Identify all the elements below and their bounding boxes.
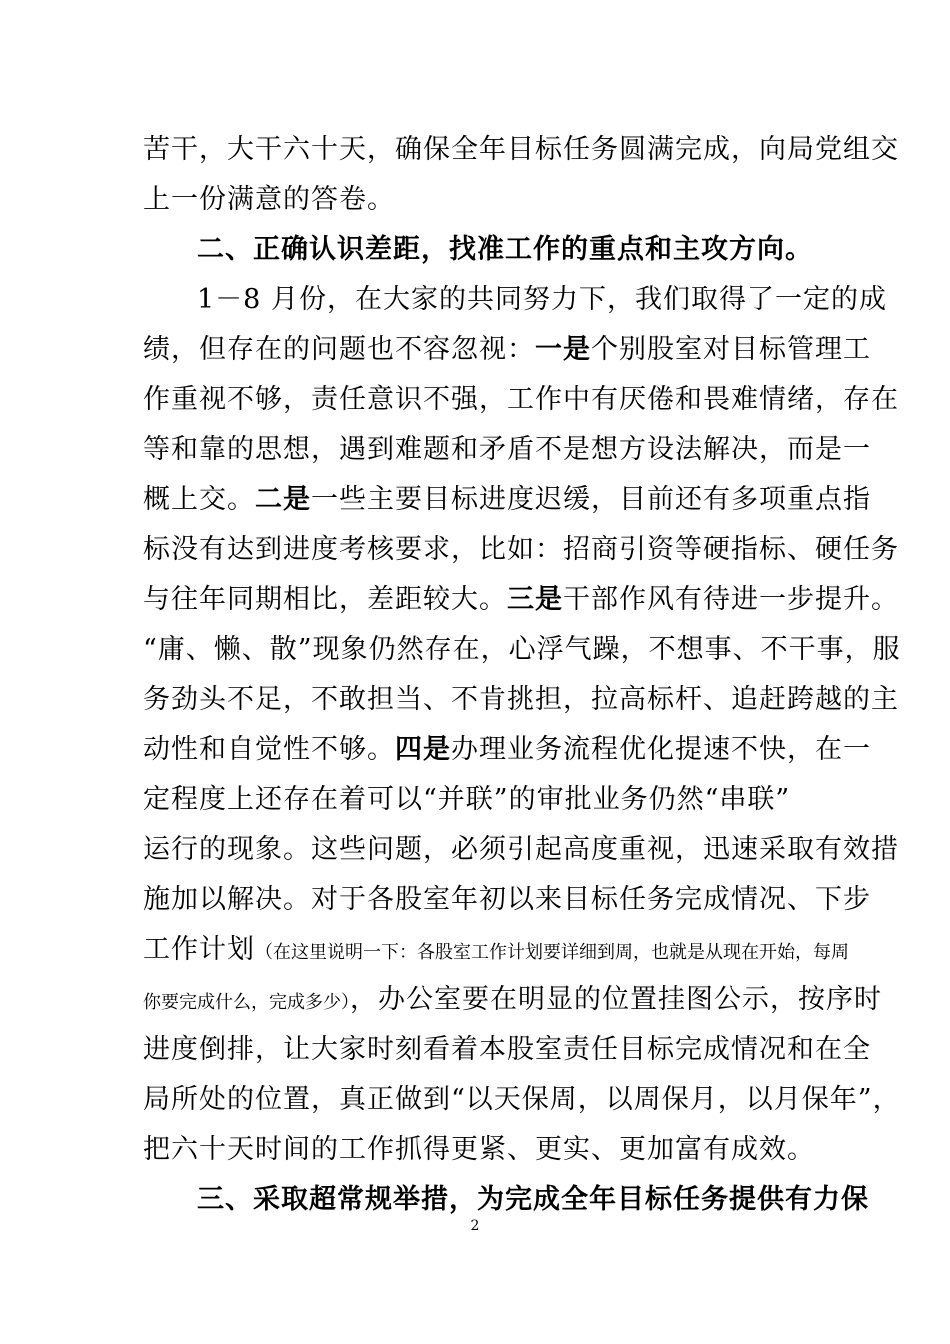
paragraph-line (143, 333, 871, 367)
point-two-label: 二是 (255, 484, 311, 515)
section-heading-2: 二、正确认识差距，找准工作的重点和主攻方向。 (197, 234, 813, 265)
paragraph-line: 运行的现象。这些问题，必须引起高度重视，迅速采取有效措 (143, 834, 899, 865)
paragraph-line: 苦干，大干六十天，确保全年目标任务圆满完成，向局党组交 (143, 134, 899, 165)
paragraph-line: 把六十天时间的工作抓得更紧、更实、更加富有成效。 (143, 1134, 815, 1165)
line-text: 概上交。 (143, 484, 255, 515)
line-text: 与往年同期相比，差距较大。 (143, 584, 507, 615)
line-text: 一些主要目标进度迟缓，目前还有多项重点指 (311, 484, 871, 515)
line-text: 干部作风有待进一步提升。 (563, 584, 899, 615)
paragraph-line (143, 983, 882, 1020)
paragraph-line: 1－8 月份，在大家的共同努力下，我们取得了一定的成 (197, 284, 887, 315)
paragraph-line: 上一份满意的答卷。 (143, 184, 395, 215)
paragraph-line (143, 933, 849, 970)
paragraph-line: 等和靠的思想，遇到难题和矛盾不是想方设法解决，而是一 (143, 434, 871, 465)
paragraph-line: 定程度上还存在着可以“并联”的审批业务仍然“串联” (143, 784, 791, 815)
paragraph-line: 局所处的位置，真正做到“以天保周，以周保月，以月保年”， (143, 1084, 901, 1115)
paragraph-line (143, 733, 871, 767)
section-heading-3: 三、采取超常规举措，为完成全年目标任务提供有力保 (197, 1184, 869, 1215)
point-one-label: 一是 (535, 334, 591, 365)
paragraph-line: 标没有达到进度考核要求，比如：招商引资等硬指标、硬任务 (143, 534, 899, 565)
paragraph-line: 进度倒排，让大家时刻看着本股室责任目标完成情况和在全 (143, 1034, 871, 1065)
paragraph-line: 施加以解决。对于各股室年初以来目标任务完成情况、下步 (143, 884, 871, 915)
note-text: 你要完成什么，完成多少） (143, 992, 350, 1013)
line-text: ，办公室要在明显的位置挂图公示，按序时 (350, 984, 882, 1015)
paragraph-line: 作重视不够，责任意识不强，工作中有厌倦和畏难情绪，存在 (143, 384, 899, 415)
line-text: 办理业务流程优化提速不快，在一 (451, 734, 871, 765)
page-number: 2 (470, 1218, 480, 1234)
point-three-label: 三是 (507, 584, 563, 615)
paragraph-line (143, 483, 871, 517)
paragraph-line (143, 583, 899, 617)
line-text: 绩，但存在的问题也不容忽视： (143, 334, 535, 365)
paragraph-line: “庸、懒、散”现象仍然存在，心浮气躁，不想事、不干事，服 (143, 634, 901, 665)
line-text: 个别股室对目标管理工 (591, 334, 871, 365)
line-text: 工作计划 (143, 934, 255, 965)
line-text: 动性和自觉性不够。 (143, 734, 395, 765)
paragraph-line: 务劲头不足，不敢担当、不肯挑担，拉高标杆、追赶跨越的主 (143, 684, 899, 715)
point-four-label: 四是 (395, 734, 451, 765)
note-text: （在这里说明一下：各股室工作计划要详细到周，也就是从现在开始，每周 (255, 942, 849, 963)
